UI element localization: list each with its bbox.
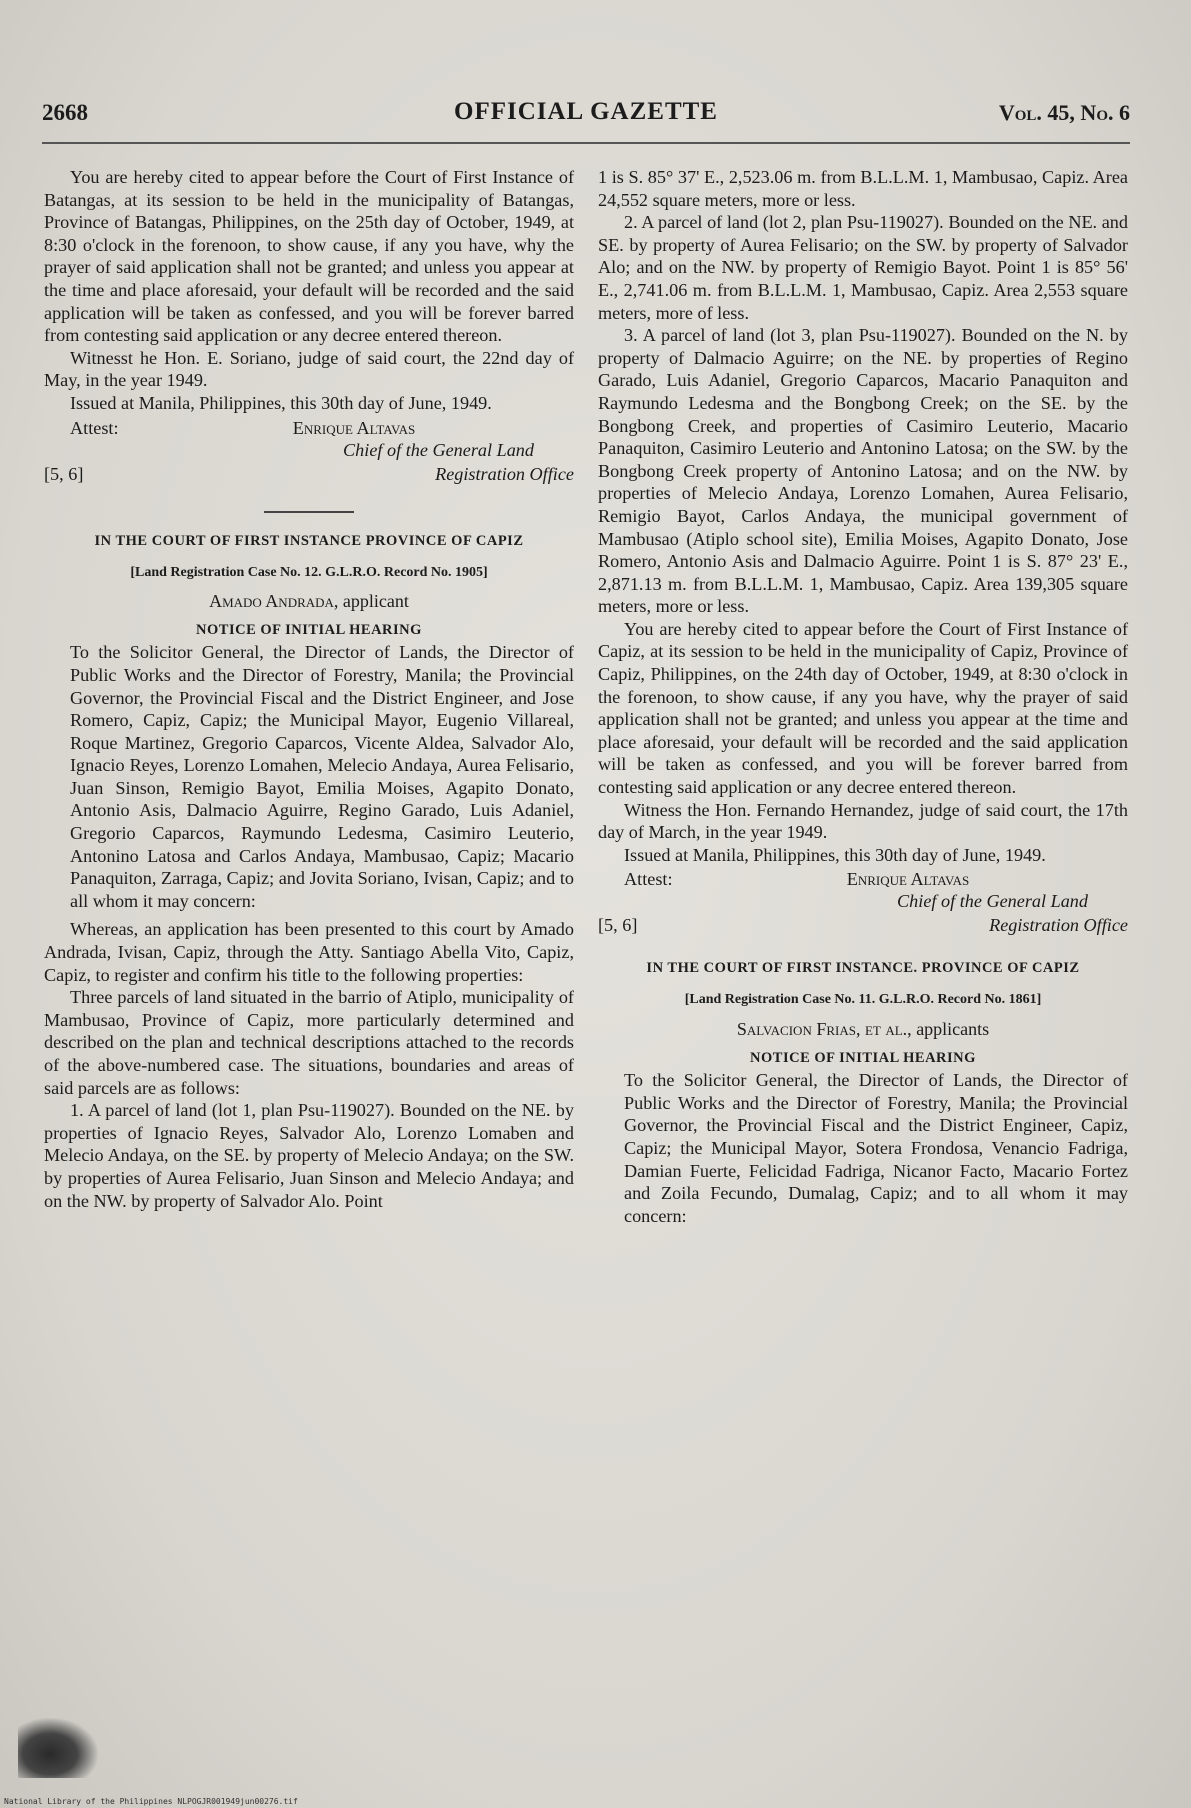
- volume-label: Vol. 45, No. 6: [998, 100, 1130, 125]
- paragraph: You are hereby cited to appear before the Court of First Instance of Capiz, at its session to be held in the municipality of Capiz, Province of Capiz, Philippines, on the 24th day of October, 1949, at 8:30 o'clock in the forenoon, to show cause, if any you have, why the prayer of said application shall not be granted; and unless you appear at the time and place aforesaid, your default will be recorded and the said application will be taken as confessed, and you will be forever barred from contesting said application or any decree entered thereon.: [598, 618, 1128, 798]
- applicant-name: Amado Andrada,: [209, 591, 339, 612]
- attestation-block: [44, 417, 574, 491]
- issue-reference: [5, 6]: [598, 915, 638, 936]
- paragraph: Issued at Manila, Philippines, this 30th day of June, 1949.: [624, 844, 1046, 865]
- attest-title-line1: Chief of the General Land: [343, 439, 534, 460]
- attest-label: Attest:: [624, 869, 673, 890]
- page-number: 2668: [42, 100, 88, 125]
- court-heading: IN THE COURT OF FIRST INSTANCE. PROVINCE OF CAPIZ: [646, 960, 1080, 977]
- addressees: To the Solicitor General, the Director of Lands, the Director of Public Works and the Director of Forestry, Manila; the Provincial Governor, the Provincial Fiscal and the District Engineer, and Jose Romero, Capiz, Capiz; the Municipal Mayor, Eugenio Villareal, Roque Martinez, Gregorio Caparcos, Vicente Aldea, Salvador Alo, Ignacio Reyes, Lorenzo Lomahen, Melecio Andaya, Aurea Felisario, Juan Sinson, Remigio Bayot, Emilia Moises, Agapito Donato, Antonio Asis, Dalmacio Aguirre, Regino Garado, Luis Adaniel, Gregorio Caparcos, Raymundo Ledesma, Casimiro Leuterio, Antonino Latosa and Carlos Andaya, Mambusao, Capiz; Macario Panaquiton, Zarraga, Capiz; and Jovita Soriano, Ivisan, Capiz; and to all whom it may concern:: [70, 642, 574, 911]
- addressees: To the Solicitor General, the Director of Lands, the Director of Public Works and the Director of Forestry, Manila; the Provincial Governor, the Provincial Fiscal and the District Engineer, Capiz, Capiz; the Municipal Mayor, Sotera Frondosa, Venancio Fadriga, Damian Fuerte, Felicidad Fadriga, Nicanor Facto, Macario Fortez and Zoila Fecundo, Dumalag, Capiz; and to all whom it may concern:: [624, 1070, 1128, 1226]
- attest-name: Enrique Altavas: [846, 869, 970, 890]
- paragraph: Witnesst he Hon. E. Soriano, judge of said court, the 22nd day of May, in the year 1949.: [44, 347, 574, 391]
- notice-heading: NOTICE OF INITIAL HEARING: [750, 1049, 976, 1066]
- attest-title-line1: Chief of the General Land: [897, 891, 1088, 912]
- attest-name: Enrique Altavas: [292, 417, 416, 438]
- case-number: [Land Registration Case No. 11. G.L.R.O. Record No. 1861]: [684, 992, 1042, 1008]
- court-heading: IN THE COURT OF FIRST INSTANCE PROVINCE OF CAPIZ: [94, 532, 524, 549]
- applicant-name: Salvacion Frias, et al.,: [736, 1019, 912, 1039]
- paragraph: Witness the Hon. Fernando Hernandez, judge of said court, the 17th day of March, in the year 1949.: [598, 799, 1128, 843]
- section-separator: [264, 511, 354, 513]
- ink-blot: [18, 1718, 98, 1778]
- applicant-line: [598, 1018, 1128, 1041]
- attest-title-line2: Registration Office: [989, 915, 1128, 936]
- scan-footer: National Library of the Philippines NLPOGJR001949jun00276.tif: [4, 1797, 298, 1806]
- paragraph: 2. A parcel of land (lot 2, plan Psu-119027). Bounded on the NE. and SE. by property of Aurea Felisario; on the SW. by property of Salvador Alo; and on the NW. by property of Remigio Bayot. Point 1 is 85° 56' E., 2,741.06 m. from B.L.L.M. 1, Mambusao, Capiz. Area 2,553 square meters, more of less.: [598, 212, 1128, 323]
- publication-title: OFFICIAL GAZETTE: [454, 98, 718, 125]
- issue-reference: [5, 6]: [44, 463, 84, 484]
- paragraph: You are hereby cited to appear before the Court of First Instance of Batangas, at its session to be held in the municipality of Batangas, Province of Batangas, Philippines, on the 25th day of October, 1949, at 8:30 o'clock in the forenoon, to show cause, if any you have, why the prayer of said application shall not be granted; and unless you appear at the time and place aforesaid, your default will be recorded and the said application will be taken as confessed, and you will be forever barred from contesting said application or any decree entered thereon.: [44, 167, 574, 346]
- page-header: [42, 96, 1130, 134]
- left-column: [44, 166, 574, 1212]
- attest-label: Attest:: [70, 417, 119, 438]
- applicant-role: applicant: [342, 591, 409, 612]
- right-column: [598, 166, 1128, 1227]
- paragraph: 1 is S. 85° 37' E., 2,523.06 m. from B.L.L.M. 1, Mambusao, Capiz. Area 24,552 square meters, more or less.: [598, 167, 1128, 210]
- notice-heading: NOTICE OF INITIAL HEARING: [196, 621, 422, 638]
- paragraph: Issued at Manila, Philippines, this 30th day of June, 1949.: [70, 392, 492, 413]
- paragraph: Whereas, an application has been presented to this court by Amado Andrada, Ivisan, Capiz, through the Atty. Santiago Abella Vito, Capiz, Capiz, to register and confirm his title to the following properties:: [44, 919, 574, 985]
- case-number: [Land Registration Case No. 12. G.L.R.O. Record No. 1905]: [130, 564, 488, 580]
- applicant-role: applicants: [916, 1019, 990, 1039]
- paragraph: 3. A parcel of land (lot 3, plan Psu-119027). Bounded on the N. by property of Dalmacio Aguirre; on the NE. by properties of Regino Garado, Luis Adaniel, Gregorio Caparcos, Macario Panaquiton and Raymundo Ledesma and the Bongbong Creek; on the SE. by the Bongbong Creek, and properties of Casimiro Leuterio, Macario Panaquiton, Casimiro Leuterio and Antonino Latosa; on the SW. by the Bongbong Creek property of Antonino Latosa; and on the NW. by properties of Melecio Andaya, Lorenzo Lomahen, Aurea Felisario, Remigio Bayot, Carlos Andaya, the municipal government of Mambusao (Atiplo school site), Emilia Moises, Agapito Donato, Jose Romero, Antonio Asis and Dalmacio Aguirre. Point 1 is S. 87° 23' E., 2,871.13 m. from B.L.L.M. 1, Mambusao, Capiz. Area 139,305 square meters, more or less.: [598, 325, 1128, 617]
- attestation-block: [598, 868, 1128, 942]
- paragraph: Three parcels of land situated in the barrio of Atiplo, municipality of Mambusao, Province of Capiz, more particularly determined and described on the plan and technical descriptions attached to the records of the above-numbered case. The situations, boundaries and areas of said parcels are as follows:: [44, 987, 574, 1098]
- applicant-line: [44, 590, 574, 613]
- header-rule: [42, 142, 1130, 144]
- attest-title-line2: Registration Office: [435, 463, 574, 484]
- paragraph: 1. A parcel of land (lot 1, plan Psu-119027). Bounded on the NE. by properties of Ignacio Reyes, Salvador Alo, Lorenzo Lomaben and Melecio Andaya, on the SE. by property of Melecio Andaya; on the SW. by properties of Aurea Felisario, Juan Sinson and Melecio Andaya; and on the NW. by property of Salvador Alo. Point: [44, 1100, 574, 1211]
